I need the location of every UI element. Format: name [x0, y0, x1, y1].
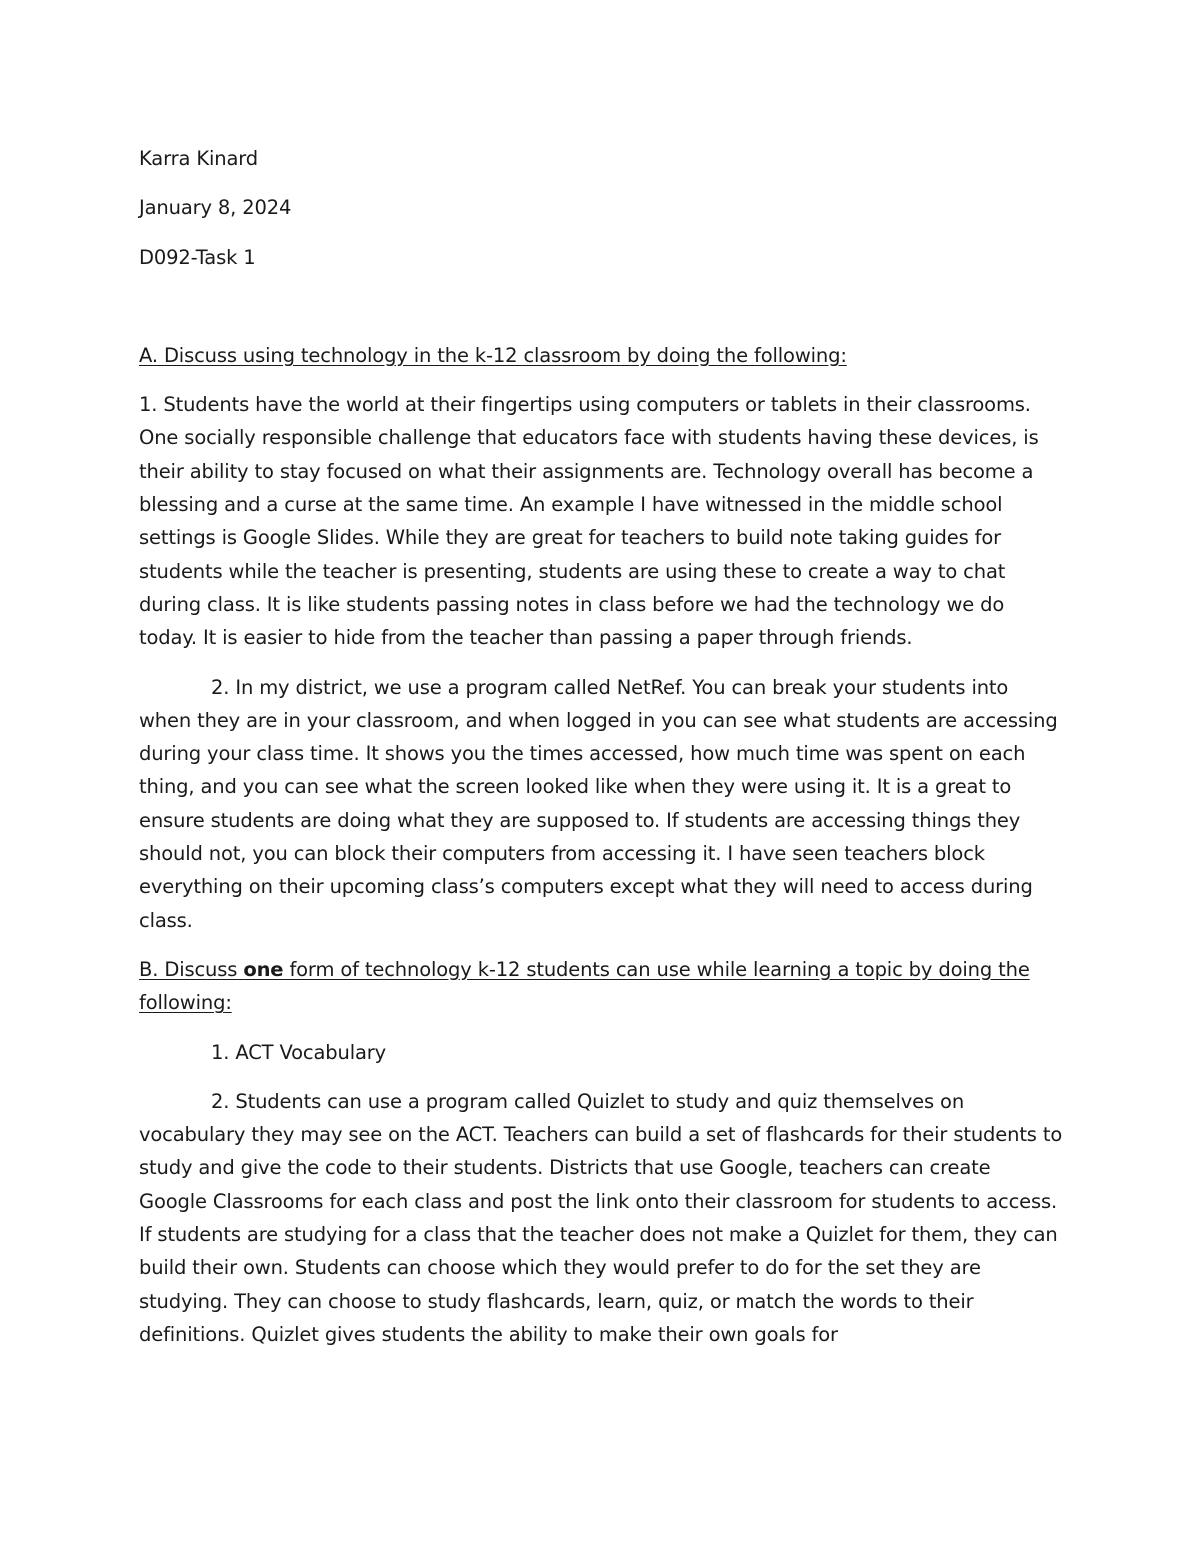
document-date: January 8, 2024: [139, 196, 292, 220]
section-b-heading-bold: one: [243, 957, 284, 981]
section-b-heading: [139, 953, 1064, 1020]
task-title: D092-Task 1: [139, 245, 256, 269]
section-b-heading-post: form of technology k-12 students can use while learning a topic by doing the following:: [139, 957, 1030, 1015]
section-a-heading: A. Discuss using technology in the k-12 classroom by doing the following:: [139, 343, 847, 367]
section-b-heading-pre: B. Discuss: [139, 957, 244, 981]
author-name: Karra Kinard: [139, 147, 258, 170]
spacer: [139, 290, 1064, 339]
section-a-item-2: 2. In my district, we use a program called NetRef. You can break your students into when they are in your classroom, and when logged in you can see what students are accessing during your class time. It shows you the times accessed, how much time was spent on each thing, and you can see what the screen looked like when they were using it. It is a great to ensure students are doing what they are supposed to. If students are accessing things they should not, you can block their computers from accessing it. I have seen teachers block everything on their upcoming class’s computers except what they will need to access during class.: [139, 675, 1058, 932]
section-b-item-1: 1. ACT Vocabulary: [211, 1040, 387, 1064]
document-page: [139, 142, 1064, 1367]
section-b-item-2: 2. Students can use a program called Quizlet to study and quiz themselves on vocabulary they may see on the ACT. Teachers can build a set of flashcards for their students to study and give the code to their students. Districts that use Google, teachers can create Google Classrooms for each class and post the link onto their classroom for students to access. If students are studying for a class that the teacher does not make a Quizlet for them, they can build their own. Students can choose which they would prefer to do for the set they are studying. They can choose to study flashcards, learn, quiz, or match the words to their definitions. Quizlet gives students the ability to make their own goals for: [139, 1089, 1063, 1346]
section-a-item-1: 1. Students have the world at their fingertips using computers or tablets in their classrooms. One socially responsible challenge that educators face with students having these devices, is their ability to stay focused on what their assignments are. Technology overall has become a blessing and a curse at the same time. An example I have witnessed in the middle school settings is Google Slides. While they are great for teachers to build note taking guides for students while the teacher is presenting, students are using these to create a way to chat during class. It is like students passing notes in class before we had the technology we do today. It is easier to hide from the teacher than passing a paper through friends.: [139, 393, 1039, 650]
